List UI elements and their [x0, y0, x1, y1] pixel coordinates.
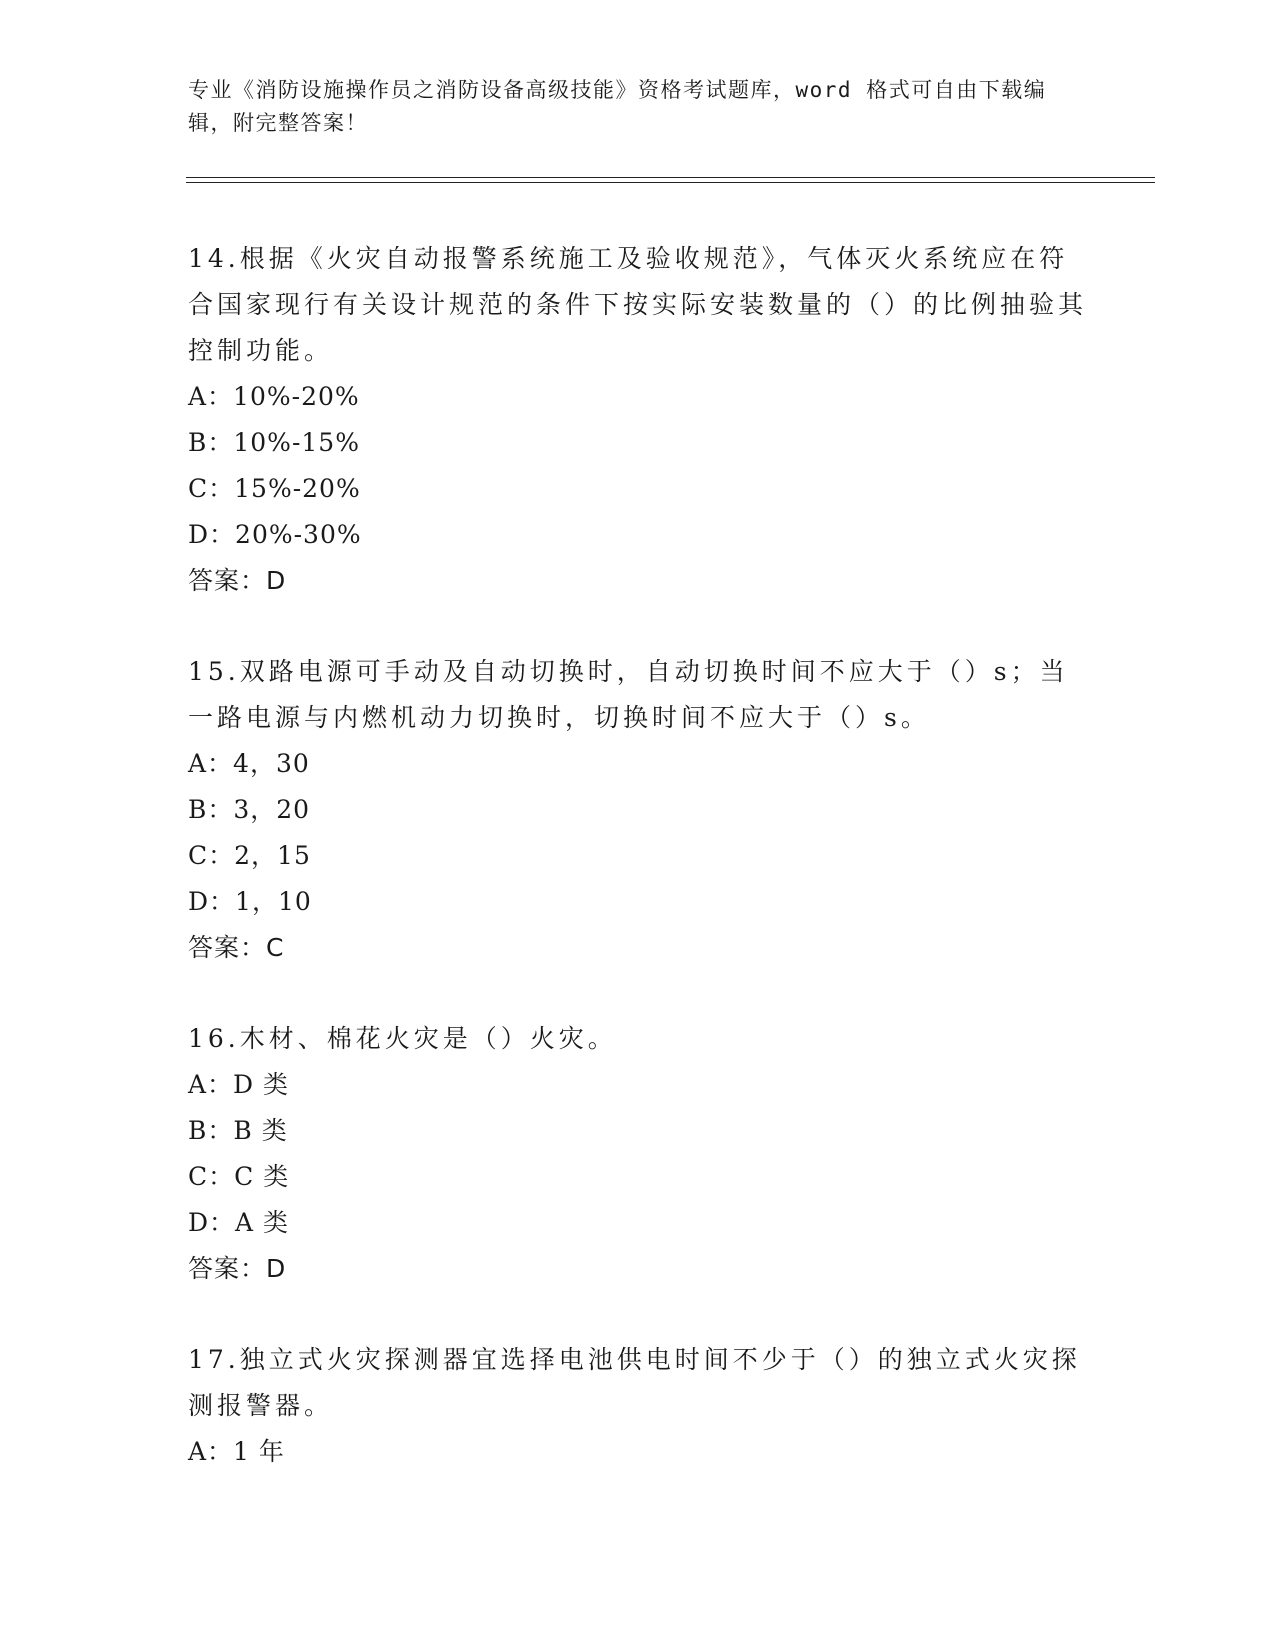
option-a: A：D 类: [188, 1070, 290, 1099]
option-c: C：2，15: [188, 841, 311, 870]
option-d: D：A 类: [188, 1208, 290, 1237]
answer: 答案：C: [188, 933, 285, 962]
option-d: D：1，10: [188, 887, 312, 916]
question-list: [188, 236, 1088, 1520]
option-c: C：C 类: [188, 1162, 290, 1191]
question-text: 14.根据《火灾自动报警系统施工及验收规范》，气体灭火系统应在符合国家现行有关设计规范的条件下按实际安装数量的（）的比例抽验其控制功能。: [188, 244, 1088, 365]
question-16: [188, 1016, 1088, 1292]
option-b: B：10%-15%: [188, 428, 360, 457]
question-text: 16.木材、棉花火灾是（）火灾。: [188, 1024, 617, 1053]
header-text: 专业《消防设施操作员之消防设备高级技能》资格考试题库，word 格式可自由下载编辑，附完整答案！: [188, 78, 1047, 135]
question-14: [188, 236, 1088, 604]
option-a: A：1 年: [188, 1437, 285, 1466]
answer: 答案：D: [188, 1254, 287, 1283]
option-d: D：20%-30%: [188, 520, 362, 549]
option-b: B：B 类: [188, 1116, 288, 1145]
question-15: [188, 649, 1088, 971]
question-text: 15.双路电源可手动及自动切换时，自动切换时间不应大于（）s；当一路电源与内燃机动力切换时，切换时间不应大于（）s。: [188, 657, 1069, 732]
header-rule-top: [186, 177, 1155, 178]
option-a: A：4，30: [188, 749, 310, 778]
question-text: 17.独立式火灾探测器宜选择电池供电时间不少于（）的独立式火灾探测报警器。: [188, 1345, 1081, 1420]
answer: 答案：D: [188, 566, 287, 595]
option-a: A：10%-20%: [188, 382, 360, 411]
header-rule-bottom: [186, 182, 1155, 183]
question-17: [188, 1337, 1088, 1475]
option-b: B：3，20: [188, 795, 311, 824]
option-c: C：15%-20%: [188, 474, 361, 503]
